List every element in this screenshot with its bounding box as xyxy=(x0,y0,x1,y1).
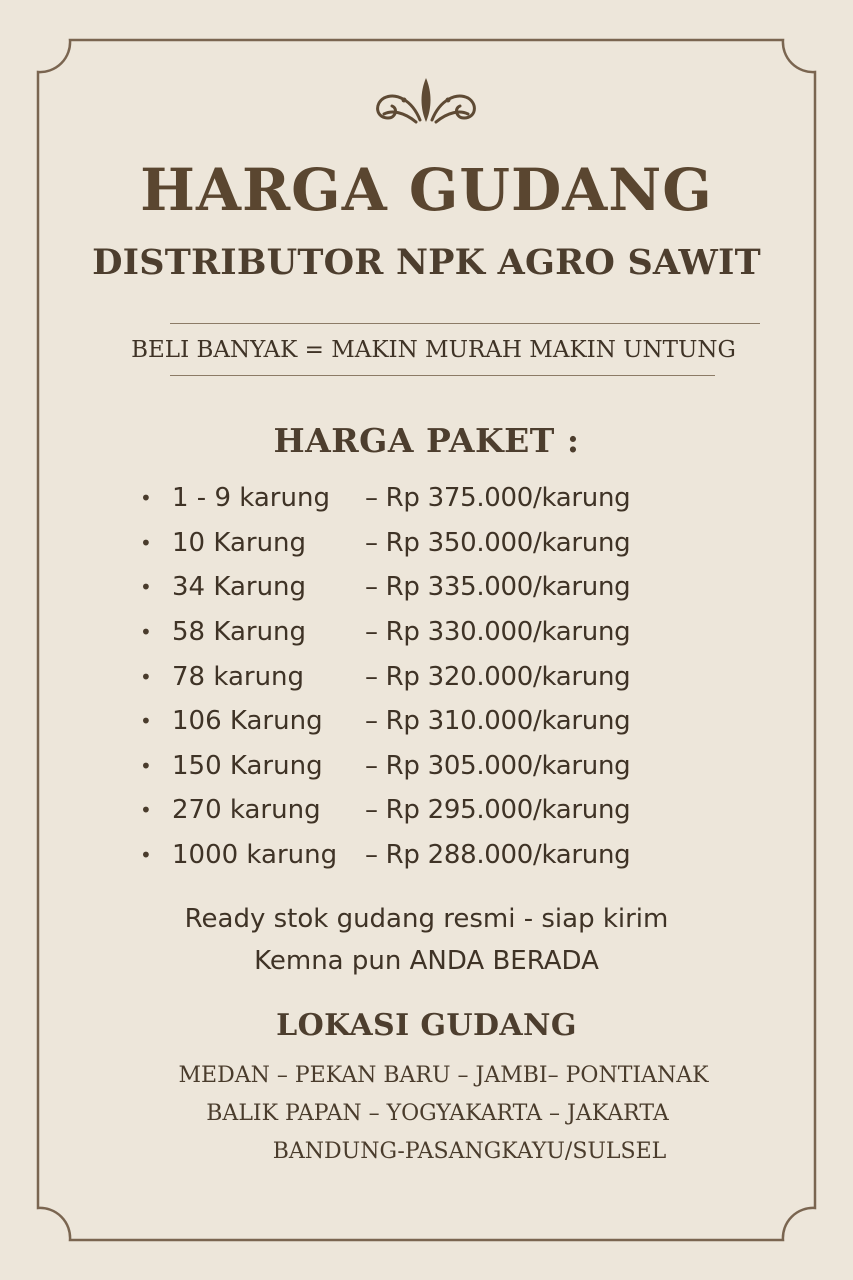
quantity-label: 10 Karung xyxy=(172,527,307,558)
divider-top xyxy=(170,323,760,324)
quantity-label: 58 Karung xyxy=(172,617,307,648)
price-package-heading: HARGA PAKET : xyxy=(273,421,580,460)
page-subtitle: DISTRIBUTOR NPK AGRO SAWIT xyxy=(92,242,761,283)
price-row xyxy=(140,699,630,744)
price-value: – Rp 375.000/karung xyxy=(365,483,631,514)
bullet-icon: • xyxy=(140,530,152,555)
price-value: – Rp 335.000/karung xyxy=(365,572,631,603)
price-row xyxy=(140,476,630,521)
bullet-icon: • xyxy=(140,575,152,600)
quantity-label: 270 karung xyxy=(172,795,321,826)
quantity-label: 34 Karung xyxy=(172,572,307,603)
price-list xyxy=(140,476,630,877)
price-value: – Rp 305.000/karung xyxy=(365,750,631,781)
bullet-icon: • xyxy=(140,709,152,734)
location-line: MEDAN – PEKAN BARU – JAMBI– PONTIANAK xyxy=(178,1063,709,1088)
price-row xyxy=(140,654,630,699)
quantity-label: 78 karung xyxy=(172,661,305,692)
location-line: BANDUNG-PASANGKAYU/SULSEL xyxy=(272,1139,667,1164)
price-row xyxy=(140,788,630,833)
bullet-icon: • xyxy=(140,664,152,689)
ready-stock-text: Ready stok gudang resmi - siap kirim xyxy=(184,904,669,934)
bullet-icon: • xyxy=(140,798,152,823)
location-heading: LOKASI GUDANG xyxy=(276,1008,577,1043)
price-row xyxy=(140,744,630,789)
quantity-label: 1000 karung xyxy=(172,840,338,871)
bullet-icon: • xyxy=(140,753,152,778)
price-value: – Rp 330.000/karung xyxy=(365,617,631,648)
page-title: HARGA GUDANG xyxy=(140,156,713,224)
slogan-text: BELI BANYAK = MAKIN MURAH MAKIN UNTUNG xyxy=(131,337,736,363)
location-line: BALIK PAPAN – YOGYAKARTA – JAKARTA xyxy=(206,1101,669,1126)
price-row xyxy=(140,833,630,878)
price-value: – Rp 310.000/karung xyxy=(365,706,631,737)
price-value: – Rp 320.000/karung xyxy=(365,661,631,692)
quantity-label: 150 Karung xyxy=(172,750,323,781)
bullet-icon: • xyxy=(140,843,152,868)
quantity-label: 1 - 9 karung xyxy=(172,483,330,514)
delivery-text: Kemna pun ANDA BERADA xyxy=(254,946,599,976)
price-row xyxy=(140,521,630,566)
price-value: – Rp 295.000/karung xyxy=(365,795,631,826)
price-row xyxy=(140,565,630,610)
quantity-label: 106 Karung xyxy=(172,706,323,737)
price-value: – Rp 288.000/karung xyxy=(365,840,631,871)
price-row xyxy=(140,610,630,655)
price-value: – Rp 350.000/karung xyxy=(365,527,631,558)
ornament-icon xyxy=(378,78,475,122)
divider-bottom xyxy=(170,375,715,376)
bullet-icon: • xyxy=(140,486,152,511)
bullet-icon: • xyxy=(140,620,152,645)
